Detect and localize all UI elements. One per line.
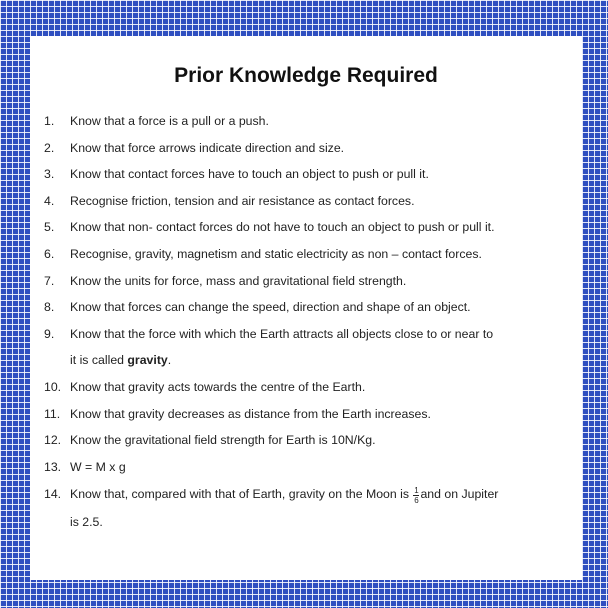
list-item	[44, 188, 568, 215]
list-item	[44, 214, 568, 241]
item-number: 2.	[44, 140, 55, 155]
item-text: Know that gravity decreases as distance from the Earth increases.	[70, 406, 431, 421]
item-number: 4.	[44, 193, 55, 208]
list-item	[44, 401, 568, 428]
item-text: Know the units for force, mass and gravitational field strength.	[70, 273, 407, 288]
item-text: W = M x g	[70, 459, 126, 474]
content-card	[30, 36, 582, 580]
item-number: 9.	[44, 326, 55, 341]
item-text: Know the gravitational field strength for Earth is 10N/Kg.	[70, 433, 376, 448]
list-item	[44, 454, 568, 481]
item-text	[70, 321, 568, 374]
item-number: 11.	[44, 406, 61, 421]
item-number: 10.	[44, 379, 62, 394]
item-number: 8.	[44, 300, 55, 315]
list-item	[44, 427, 568, 454]
item-text: Recognise friction, tension and air resistance as contact forces.	[70, 193, 415, 208]
item-text: Know that contact forces have to touch an object to push or pull it.	[70, 167, 429, 182]
item-text-line2-prefix: it is called	[70, 353, 128, 368]
item-text: Know that non- contact forces do not have to touch an object to push or pull it.	[70, 220, 495, 235]
item-text-line2: is 2.5.	[70, 515, 103, 530]
item-number: 7.	[44, 273, 55, 288]
item-number: 5.	[44, 220, 55, 235]
list-item	[44, 108, 568, 135]
gravity-keyword: gravity	[127, 353, 168, 368]
list-item	[44, 480, 568, 536]
item-text: Know that gravity acts towards the centre of the Earth.	[70, 379, 366, 394]
list-item	[44, 321, 568, 374]
item-number: 12.	[44, 433, 62, 448]
knowledge-list	[44, 108, 568, 536]
list-item	[44, 135, 568, 162]
item-text-line2-suffix: .	[167, 353, 172, 368]
list-item	[44, 374, 568, 401]
fraction-numerator: 1	[414, 485, 419, 495]
item-number: 6.	[44, 246, 55, 261]
item-text-after: and on Jupiter	[420, 487, 499, 502]
item-number: 1.	[44, 114, 55, 128]
item-text: Know that force arrows indicate direction and size.	[70, 140, 345, 155]
list-item	[44, 241, 568, 268]
item-text: Know that forces can change the speed, direction and shape of an object.	[70, 300, 471, 315]
page-title: Prior Knowledge Required	[174, 64, 438, 87]
item-number: 3.	[44, 167, 55, 182]
list-item	[44, 268, 568, 295]
item-number: 14.	[44, 487, 62, 502]
fraction-one-sixth	[413, 486, 419, 505]
item-text-line1: Know that the force with which the Earth attracts all objects close to or near to	[70, 326, 494, 341]
item-number: 13.	[44, 459, 62, 474]
fraction-denominator: 6	[414, 495, 419, 505]
item-text: Recognise, gravity, magnetism and static electricity as non – contact forces.	[70, 246, 482, 261]
item-text-before: Know that, compared with that of Earth, gravity on the Moon is	[70, 487, 413, 502]
list-item	[44, 294, 568, 321]
list-item	[44, 161, 568, 188]
item-text: Know that a force is a pull or a push.	[70, 114, 269, 128]
item-text	[70, 480, 568, 536]
